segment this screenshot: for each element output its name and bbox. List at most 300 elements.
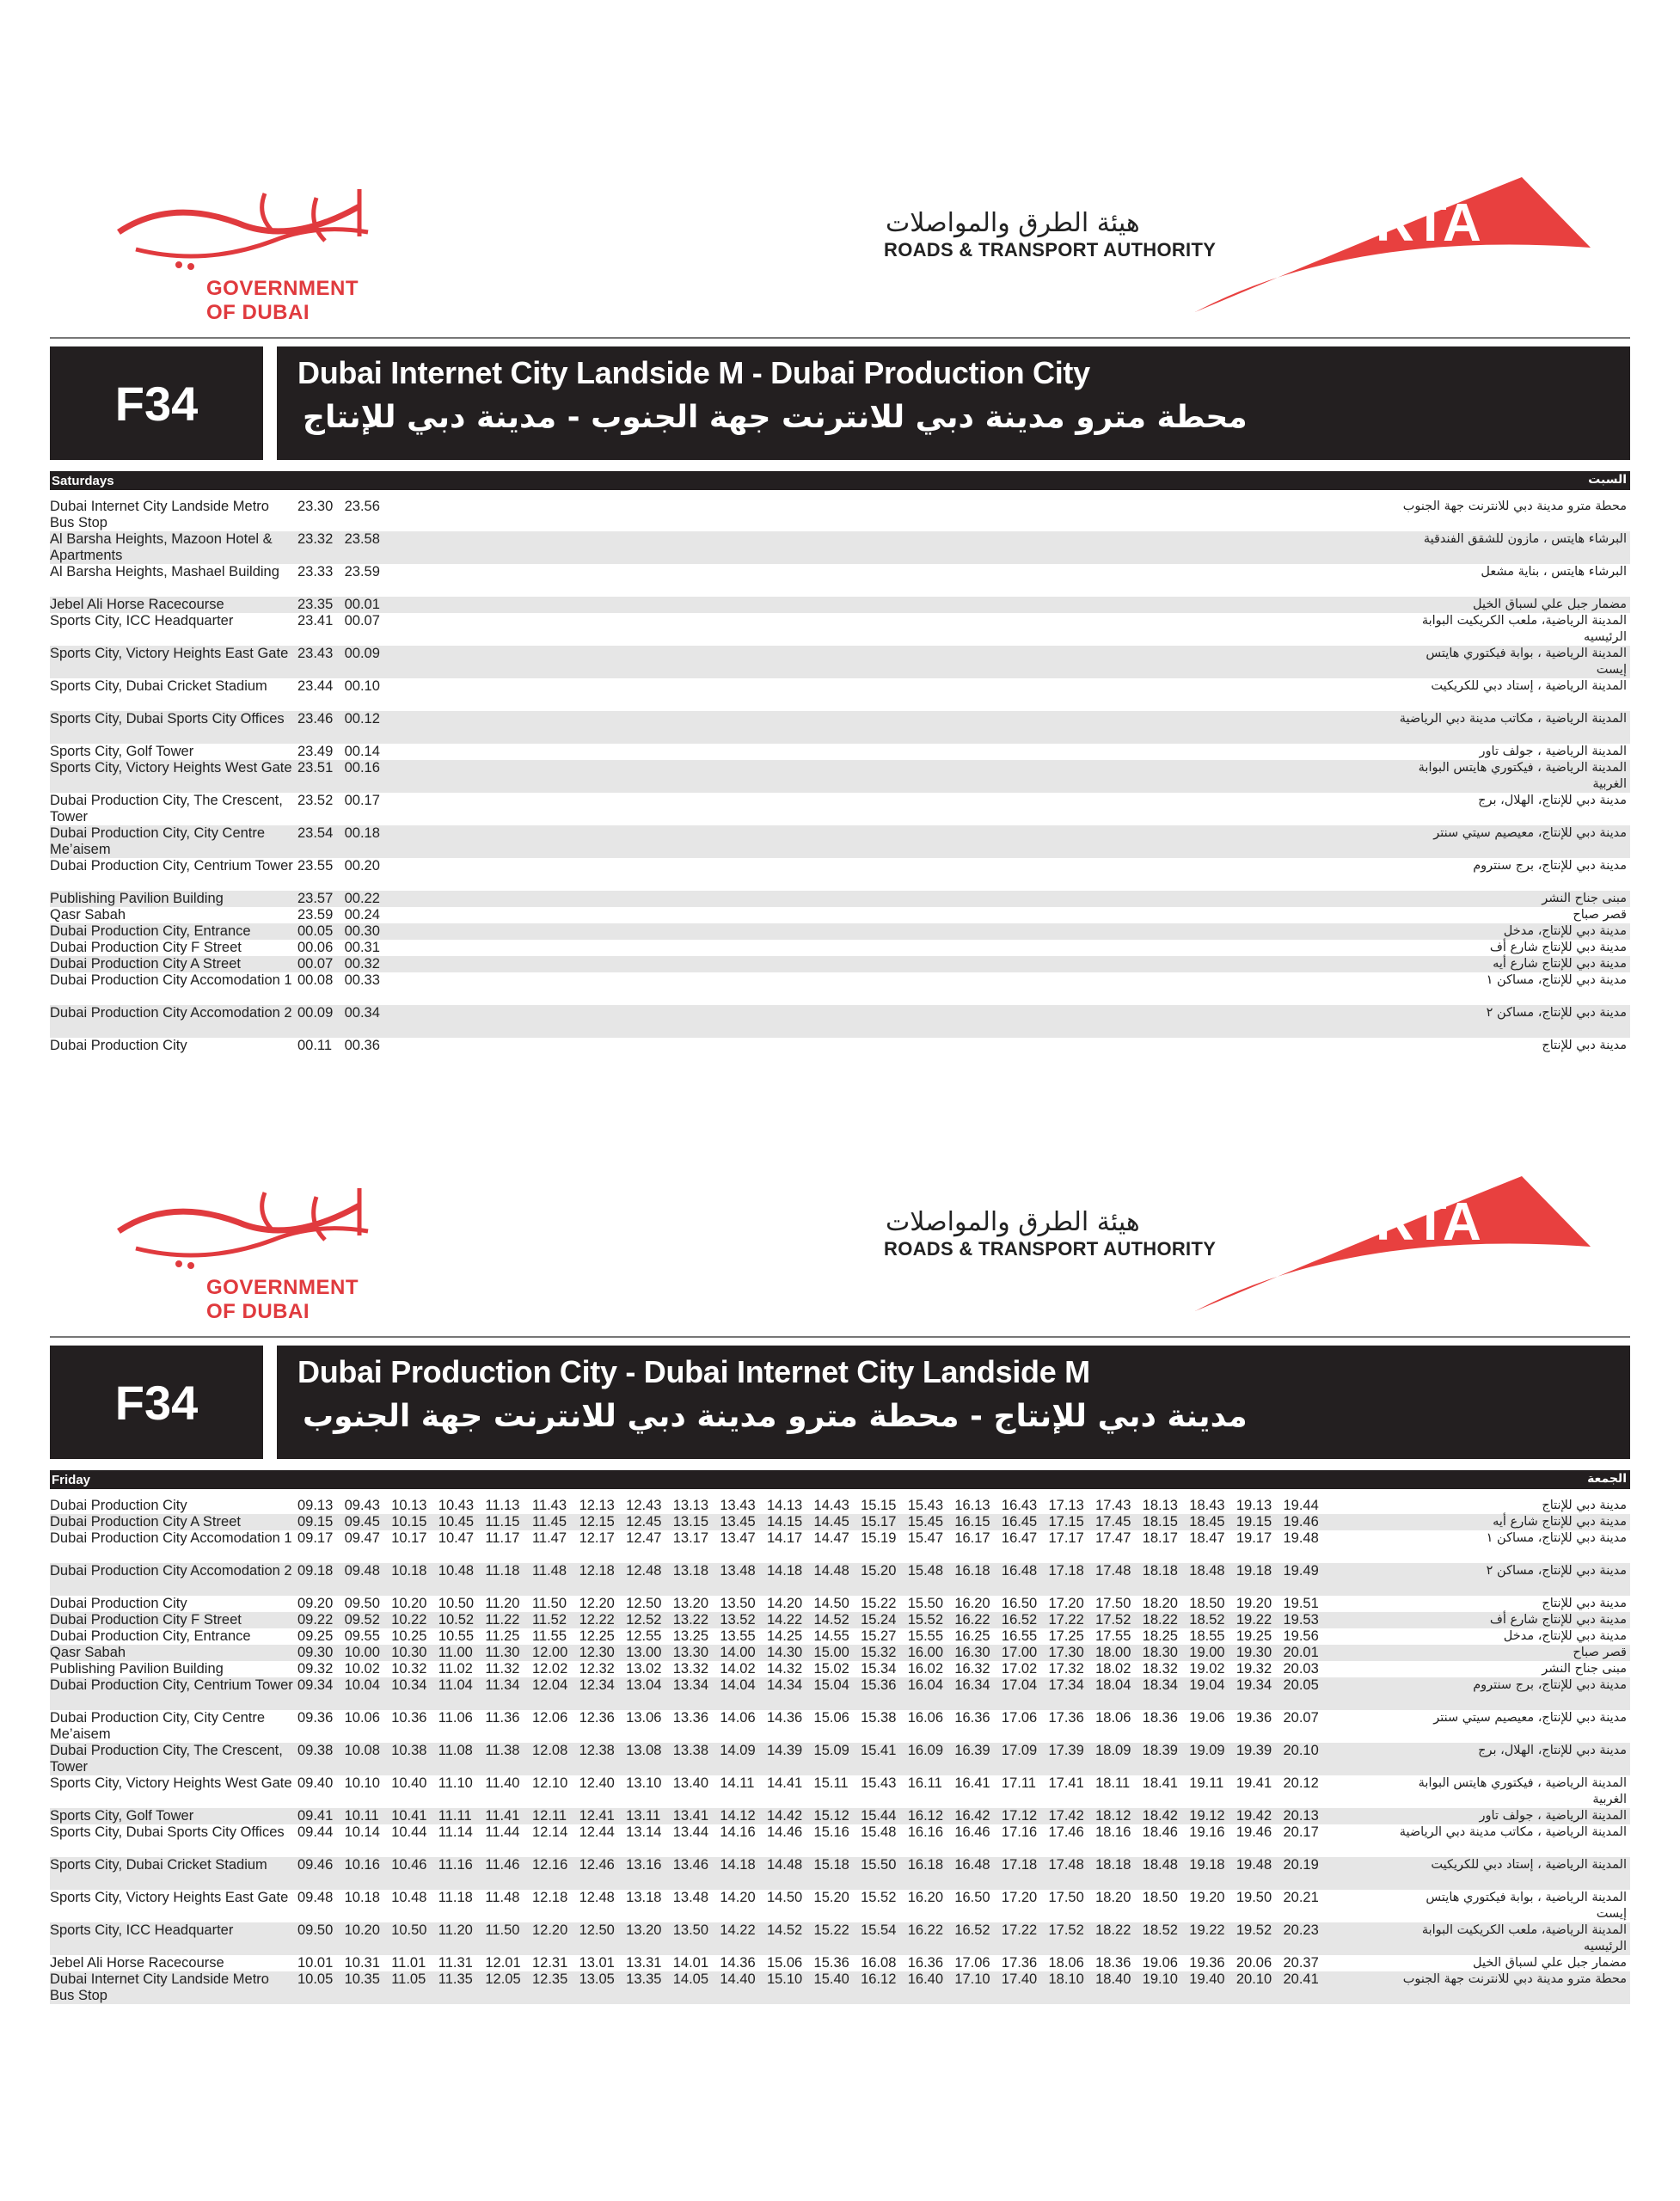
departure-time: 12.36 <box>579 1710 615 1726</box>
departure-times <box>297 923 391 940</box>
stop-name: Dubai Internet City Landside Metro Bus Stop <box>50 499 269 530</box>
departure-time: 11.14 <box>438 1824 473 1840</box>
departure-time: 15.50 <box>907 1596 944 1611</box>
departure-time: 18.12 <box>1095 1808 1131 1824</box>
departure-time: 15.38 <box>861 1710 897 1726</box>
departure-time: 14.48 <box>813 1563 849 1579</box>
departure-time: 00.18 <box>344 825 380 841</box>
departure-time: 15.50 <box>861 1857 897 1873</box>
departure-time: 12.46 <box>579 1857 615 1873</box>
departure-time: 16.08 <box>861 1955 897 1971</box>
departure-time: 16.13 <box>954 1498 990 1513</box>
stop-name: Sports City, ICC Headquarter <box>50 613 234 628</box>
departure-time: 13.06 <box>626 1710 662 1726</box>
departure-time: 18.18 <box>1142 1563 1178 1579</box>
departure-time: 13.41 <box>672 1808 709 1824</box>
departure-time: 10.38 <box>391 1743 427 1758</box>
departure-time: 20.01 <box>1283 1645 1319 1660</box>
stop-name: Dubai Production City Accomodation 2 <box>50 1563 292 1579</box>
departure-times <box>297 891 391 907</box>
departure-time: 13.35 <box>626 1971 662 1987</box>
departure-time: 19.06 <box>1142 1955 1178 1971</box>
departure-time: 09.46 <box>297 1857 334 1873</box>
departure-time: 20.17 <box>1283 1824 1319 1840</box>
departure-time: 13.47 <box>720 1530 756 1546</box>
stop-name-arabic: قصر صباح <box>1573 1646 1627 1659</box>
departure-times <box>297 1710 1330 1726</box>
departure-time: 17.10 <box>954 1971 990 1987</box>
departure-time: 16.40 <box>907 1971 944 1987</box>
departure-time: 14.09 <box>720 1743 756 1758</box>
departure-time: 09.44 <box>297 1824 334 1840</box>
departure-time: 23.43 <box>297 646 334 661</box>
table-row <box>50 1677 1630 1710</box>
departure-time: 13.22 <box>672 1612 709 1628</box>
departure-time: 10.02 <box>344 1661 380 1677</box>
departure-time: 18.39 <box>1142 1743 1178 1758</box>
table-row <box>50 1645 1630 1661</box>
departure-time: 14.22 <box>720 1922 756 1938</box>
departure-time: 16.47 <box>1001 1530 1038 1546</box>
departure-time: 19.34 <box>1235 1677 1272 1693</box>
departure-time: 18.16 <box>1095 1824 1131 1840</box>
departure-time: 17.25 <box>1048 1628 1084 1644</box>
departure-time: 12.41 <box>579 1808 615 1824</box>
departure-times <box>297 1971 1330 1988</box>
departure-time: 16.20 <box>907 1890 944 1905</box>
departure-times <box>297 744 391 760</box>
departure-time: 11.16 <box>438 1857 473 1873</box>
table-row <box>50 1628 1630 1645</box>
departure-time: 16.50 <box>954 1890 990 1905</box>
stop-name: Qasr Sabah <box>50 1645 126 1660</box>
departure-time: 11.20 <box>438 1922 473 1938</box>
route-title-arabic: محطة مترو مدينة دبي للانترنت جهة الجنوب - مدينة دبي للإنتاج <box>303 400 1248 435</box>
table-row <box>50 499 1630 531</box>
departure-time: 23.41 <box>297 613 334 628</box>
departure-times <box>297 940 391 956</box>
departure-time: 15.22 <box>861 1596 897 1611</box>
departure-time: 18.06 <box>1095 1710 1131 1726</box>
departure-time: 13.46 <box>672 1857 709 1873</box>
departure-time: 18.20 <box>1095 1890 1131 1905</box>
departure-time: 19.10 <box>1142 1971 1178 1987</box>
departure-time: 14.46 <box>766 1824 803 1840</box>
departure-time: 17.20 <box>1001 1890 1038 1905</box>
departure-time: 11.43 <box>531 1498 567 1513</box>
departure-time: 09.20 <box>297 1596 334 1611</box>
departure-time: 11.46 <box>485 1857 520 1873</box>
table-row <box>50 972 1630 1005</box>
departure-time: 00.31 <box>344 940 380 955</box>
departure-time: 12.08 <box>531 1743 568 1758</box>
departure-time: 18.55 <box>1189 1628 1225 1644</box>
departure-times <box>297 1955 1330 1971</box>
stop-name: Dubai Production City A Street <box>50 1514 241 1530</box>
departure-time: 17.52 <box>1048 1922 1084 1938</box>
stop-name-arabic: مدينة دبي للإنتاج، مساكن ٢ <box>1486 1006 1627 1020</box>
departure-time: 18.42 <box>1142 1808 1178 1824</box>
departure-time: 18.02 <box>1095 1661 1131 1677</box>
departure-times <box>297 564 391 580</box>
departure-time: 19.02 <box>1189 1661 1225 1677</box>
departure-time: 10.20 <box>344 1922 380 1938</box>
departure-time: 20.03 <box>1283 1661 1319 1677</box>
stop-name: Dubai Production City, Entrance <box>50 923 251 939</box>
departure-time: 09.25 <box>297 1628 334 1644</box>
departure-time: 11.35 <box>438 1971 473 1987</box>
departure-times <box>297 760 391 776</box>
departure-time: 15.55 <box>907 1628 944 1644</box>
departure-time: 23.44 <box>297 678 334 694</box>
departure-time: 15.19 <box>861 1530 897 1546</box>
departure-time: 00.17 <box>344 793 380 808</box>
departure-time: 13.38 <box>672 1743 709 1758</box>
departure-time: 09.18 <box>297 1563 334 1579</box>
stop-name: Sports City, ICC Headquarter <box>50 1922 234 1938</box>
departure-time: 16.41 <box>954 1775 990 1791</box>
departure-time: 12.18 <box>579 1563 615 1579</box>
departure-time: 16.15 <box>954 1514 990 1530</box>
departure-times <box>297 1530 1330 1547</box>
departure-time: 15.36 <box>861 1677 897 1693</box>
departure-time: 14.47 <box>813 1530 849 1546</box>
stop-name: Sports City, Victory Heights West Gate <box>50 760 292 776</box>
departure-time: 13.25 <box>672 1628 709 1644</box>
departure-time: 12.45 <box>626 1514 662 1530</box>
stop-name: Sports City, Victory Heights West Gate <box>50 1775 292 1791</box>
departure-time: 10.14 <box>344 1824 380 1840</box>
departure-time: 15.41 <box>861 1743 897 1758</box>
departure-time: 12.01 <box>485 1955 521 1971</box>
departure-time: 14.50 <box>766 1890 803 1905</box>
svg-text:RTA: RTA <box>1376 193 1481 253</box>
departure-time: 19.36 <box>1189 1955 1225 1971</box>
departure-time: 11.08 <box>438 1743 473 1758</box>
day-label-english: Friday <box>52 1473 91 1487</box>
departure-time: 11.32 <box>485 1661 520 1677</box>
departure-time: 15.11 <box>813 1775 849 1791</box>
stop-name-arabic: المدينة الرياضية ، جولف تاور <box>1479 745 1627 758</box>
departure-time: 18.47 <box>1189 1530 1225 1546</box>
departure-time: 10.01 <box>297 1955 334 1971</box>
departure-time: 16.46 <box>954 1824 990 1840</box>
table-row <box>50 1661 1630 1677</box>
departure-time: 11.50 <box>531 1596 567 1611</box>
departure-time: 10.45 <box>438 1514 475 1530</box>
departure-time: 18.00 <box>1095 1645 1131 1660</box>
departure-time: 19.36 <box>1235 1710 1272 1726</box>
departure-time: 15.15 <box>861 1498 897 1513</box>
departure-time: 11.10 <box>438 1775 473 1791</box>
stop-name-arabic: البرشاء هايتس ، بناية مشعل <box>1481 565 1627 579</box>
stop-name: Dubai Production City Accomodation 1 <box>50 1530 292 1546</box>
departure-times <box>297 1922 1330 1939</box>
departure-time: 10.08 <box>344 1743 380 1758</box>
departure-time: 11.13 <box>485 1498 520 1513</box>
departure-time: 16.39 <box>954 1743 990 1758</box>
departure-time: 10.18 <box>391 1563 427 1579</box>
departure-time: 18.20 <box>1142 1596 1178 1611</box>
departure-time: 11.01 <box>391 1955 426 1971</box>
stop-name: Dubai Production City, Entrance <box>50 1628 251 1644</box>
departure-time: 17.48 <box>1048 1857 1084 1873</box>
departure-time: 12.55 <box>626 1628 662 1644</box>
route-title-english: Dubai Internet City Landside M - Dubai Production City <box>297 355 1090 390</box>
departure-time: 00.20 <box>344 858 380 874</box>
departure-time: 14.16 <box>720 1824 756 1840</box>
stop-name: Dubai Production City <box>50 1498 187 1513</box>
departure-times <box>297 1743 1330 1759</box>
departure-time: 14.52 <box>813 1612 849 1628</box>
departure-time: 19.48 <box>1283 1530 1319 1546</box>
departure-time: 12.06 <box>531 1710 568 1726</box>
table-row <box>50 1563 1630 1596</box>
departure-time: 11.52 <box>531 1612 567 1628</box>
day-header-saturday <box>50 471 1630 490</box>
table-row <box>50 1530 1630 1563</box>
rta-arabic-name: هيئة الطرق والمواصلات <box>886 1207 1140 1237</box>
departure-time: 13.13 <box>672 1498 709 1513</box>
stop-name: Sports City, Golf Tower <box>50 1808 194 1824</box>
departure-time: 10.55 <box>438 1628 475 1644</box>
departure-time: 14.18 <box>766 1563 803 1579</box>
departure-time: 14.41 <box>766 1775 803 1791</box>
gov-calligraphy-icon <box>101 1171 394 1274</box>
departure-time: 14.43 <box>813 1498 849 1513</box>
route-title-english: Dubai Production City - Dubai Internet City Landside M <box>297 1354 1090 1389</box>
departure-time: 09.15 <box>297 1514 334 1530</box>
departure-time: 12.44 <box>579 1824 615 1840</box>
departure-time: 12.35 <box>531 1971 568 1987</box>
departure-time: 17.46 <box>1048 1824 1084 1840</box>
departure-times <box>297 825 391 842</box>
departure-time: 19.46 <box>1235 1824 1272 1840</box>
departure-time: 17.18 <box>1048 1563 1084 1579</box>
departure-time: 20.12 <box>1283 1775 1319 1791</box>
departure-time: 11.18 <box>438 1890 473 1905</box>
route-title-arabic: مدينة دبي للإنتاج - محطة مترو مدينة دبي للانترنت جهة الجنوب <box>303 1399 1248 1434</box>
departure-time: 18.18 <box>1095 1857 1131 1873</box>
departure-time: 19.17 <box>1235 1530 1272 1546</box>
departure-time: 15.24 <box>861 1612 897 1628</box>
table-row <box>50 956 1630 972</box>
departure-time: 13.08 <box>626 1743 662 1758</box>
departure-time: 13.48 <box>720 1563 756 1579</box>
gov-calligraphy-icon <box>101 172 394 275</box>
departure-time: 17.18 <box>1001 1857 1038 1873</box>
departure-time: 20.23 <box>1283 1922 1319 1938</box>
departure-time: 19.52 <box>1235 1922 1272 1938</box>
departure-time: 19.22 <box>1189 1922 1225 1938</box>
departure-time: 19.22 <box>1235 1612 1272 1628</box>
departure-time: 19.12 <box>1189 1808 1225 1824</box>
departure-time: 12.13 <box>579 1498 615 1513</box>
stop-name: Sports City, Dubai Sports City Offices <box>50 711 285 727</box>
departure-time: 18.41 <box>1142 1775 1178 1791</box>
departure-time: 16.36 <box>954 1710 990 1726</box>
departure-times <box>297 1563 1330 1579</box>
table-row <box>50 1922 1630 1955</box>
stop-name-arabic: مضمار جبل علي لسباق الخيل <box>1473 1956 1627 1970</box>
departure-time: 11.04 <box>438 1677 473 1693</box>
departure-time: 19.30 <box>1235 1645 1272 1660</box>
departure-time: 18.06 <box>1048 1955 1084 1971</box>
departure-time: 16.25 <box>954 1628 990 1644</box>
gov-logo-text: GOVERNMENT OF DUBAI <box>206 277 359 324</box>
departure-time: 16.48 <box>1001 1563 1038 1579</box>
departure-time: 09.17 <box>297 1530 334 1546</box>
departure-time: 00.16 <box>344 760 380 776</box>
departure-time: 13.30 <box>672 1645 709 1660</box>
departure-time: 15.17 <box>861 1514 897 1530</box>
departure-time: 19.44 <box>1283 1498 1319 1513</box>
departure-time: 17.43 <box>1095 1498 1131 1513</box>
departure-time: 18.11 <box>1095 1775 1131 1791</box>
departure-time: 12.30 <box>579 1645 615 1660</box>
day-label-arabic: الجمعة <box>1587 1472 1627 1486</box>
departure-time: 12.04 <box>531 1677 568 1693</box>
departure-time: 14.42 <box>766 1808 803 1824</box>
departure-time: 15.52 <box>907 1612 944 1628</box>
table-row <box>50 678 1630 711</box>
stop-name: Dubai Production City <box>50 1596 187 1611</box>
departure-time: 20.37 <box>1283 1955 1319 1971</box>
stop-name-arabic: المدينة الرياضية ، مكاتب مدينة دبي الرياضية <box>1399 712 1627 726</box>
departure-time: 12.02 <box>531 1661 568 1677</box>
departure-time: 17.45 <box>1095 1514 1131 1530</box>
departure-times <box>297 1645 1330 1661</box>
departure-time: 12.18 <box>531 1890 568 1905</box>
departure-time: 10.32 <box>391 1661 427 1677</box>
departure-time: 14.48 <box>766 1857 803 1873</box>
departure-time: 11.11 <box>438 1808 472 1824</box>
departure-times <box>297 678 391 695</box>
table-row <box>50 1824 1630 1857</box>
rta-triangle-icon <box>1195 1169 1608 1315</box>
departure-time: 15.20 <box>861 1563 897 1579</box>
departure-time: 13.52 <box>720 1612 756 1628</box>
stop-name: Sports City, Victory Heights East Gate <box>50 1890 289 1905</box>
departure-time: 23.57 <box>297 891 334 906</box>
table-row <box>50 907 1630 923</box>
departure-time: 16.18 <box>954 1563 990 1579</box>
departure-time: 11.22 <box>485 1612 520 1628</box>
departure-time: 14.18 <box>720 1857 756 1873</box>
departure-time: 14.25 <box>766 1628 803 1644</box>
stop-name-arabic: مدينة دبي للإنتاج، معيصيم سيتي سنتر <box>1433 1711 1627 1725</box>
stop-name: Sports City, Dubai Sports City Offices <box>50 1824 285 1840</box>
stop-name: Al Barsha Heights, Mashael Building <box>50 564 279 579</box>
departure-time: 17.50 <box>1048 1890 1084 1905</box>
departure-time: 16.42 <box>954 1808 990 1824</box>
departure-time: 11.06 <box>438 1710 473 1726</box>
departure-time: 10.25 <box>391 1628 427 1644</box>
departure-times <box>297 1498 1330 1514</box>
departure-time: 19.18 <box>1235 1563 1272 1579</box>
route-banner <box>50 346 1630 460</box>
departure-time: 16.17 <box>954 1530 990 1546</box>
stop-name-arabic: مدينة دبي للإنتاج <box>1542 1039 1627 1052</box>
departure-time: 19.15 <box>1235 1514 1272 1530</box>
departure-time: 19.50 <box>1235 1890 1272 1905</box>
departure-time: 14.40 <box>720 1971 756 1987</box>
departure-time: 00.09 <box>344 646 380 661</box>
departure-time: 17.55 <box>1095 1628 1131 1644</box>
departure-time: 14.50 <box>813 1596 849 1611</box>
departure-time: 10.48 <box>438 1563 475 1579</box>
stop-name-arabic: المدينة الرياضية ، بوابة فيكتوري هايتس إيست <box>1426 647 1627 677</box>
departure-time: 23.46 <box>297 711 334 727</box>
route-title <box>277 1346 1630 1459</box>
departure-time: 12.40 <box>579 1775 615 1791</box>
departure-time: 17.32 <box>1048 1661 1084 1677</box>
departure-time: 14.52 <box>766 1922 803 1938</box>
departure-time: 17.42 <box>1048 1808 1084 1824</box>
departure-time: 17.17 <box>1048 1530 1084 1546</box>
departure-time: 11.40 <box>485 1775 520 1791</box>
rta-english-name: ROADS & TRANSPORT AUTHORITY <box>884 1238 1217 1260</box>
departure-time: 10.50 <box>391 1922 427 1938</box>
departure-time: 00.33 <box>344 972 380 988</box>
departure-time: 16.52 <box>1001 1612 1038 1628</box>
departure-time: 13.17 <box>672 1530 709 1546</box>
stop-name-arabic: مدينة دبي للإنتاج، مساكن ١ <box>1486 973 1627 987</box>
departure-time: 18.09 <box>1095 1743 1131 1758</box>
departure-time: 14.36 <box>720 1955 756 1971</box>
departure-time: 12.15 <box>579 1514 615 1530</box>
departure-time: 14.17 <box>766 1530 803 1546</box>
departure-time: 16.36 <box>907 1955 944 1971</box>
departure-time: 12.34 <box>579 1677 615 1693</box>
route-number: F34 <box>50 346 263 460</box>
departure-time: 09.41 <box>297 1808 334 1824</box>
departure-time: 14.32 <box>766 1661 803 1677</box>
route-title <box>277 346 1630 460</box>
table-row <box>50 940 1630 956</box>
departure-time: 12.11 <box>531 1808 567 1824</box>
departure-times <box>297 1628 1330 1645</box>
departure-time: 19.39 <box>1235 1743 1272 1758</box>
departure-time: 13.02 <box>626 1661 662 1677</box>
departure-time: 16.04 <box>907 1677 944 1693</box>
table-row <box>50 564 1630 597</box>
departure-time: 12.17 <box>579 1530 615 1546</box>
departure-time: 12.50 <box>626 1596 662 1611</box>
table-row <box>50 597 1630 613</box>
departure-time: 14.36 <box>766 1710 803 1726</box>
departure-time: 13.18 <box>626 1890 662 1905</box>
departure-time: 16.12 <box>861 1971 897 1987</box>
departure-time: 18.10 <box>1048 1971 1084 1987</box>
departure-time: 13.34 <box>672 1677 709 1693</box>
departure-times <box>297 1612 1330 1628</box>
departure-time: 18.32 <box>1142 1661 1178 1677</box>
departure-time: 20.05 <box>1283 1677 1319 1693</box>
departure-time: 18.04 <box>1095 1677 1131 1693</box>
departure-time: 15.48 <box>861 1824 897 1840</box>
departure-time: 00.10 <box>344 678 380 694</box>
departure-time: 11.47 <box>531 1530 567 1546</box>
departure-time: 15.06 <box>766 1955 803 1971</box>
departure-time: 13.04 <box>626 1677 662 1693</box>
departure-time: 16.52 <box>954 1922 990 1938</box>
departure-time: 23.59 <box>297 907 334 923</box>
departure-time: 19.11 <box>1189 1775 1224 1791</box>
departure-time: 00.11 <box>297 1038 333 1053</box>
departure-time: 16.22 <box>954 1612 990 1628</box>
table-row <box>50 1612 1630 1628</box>
